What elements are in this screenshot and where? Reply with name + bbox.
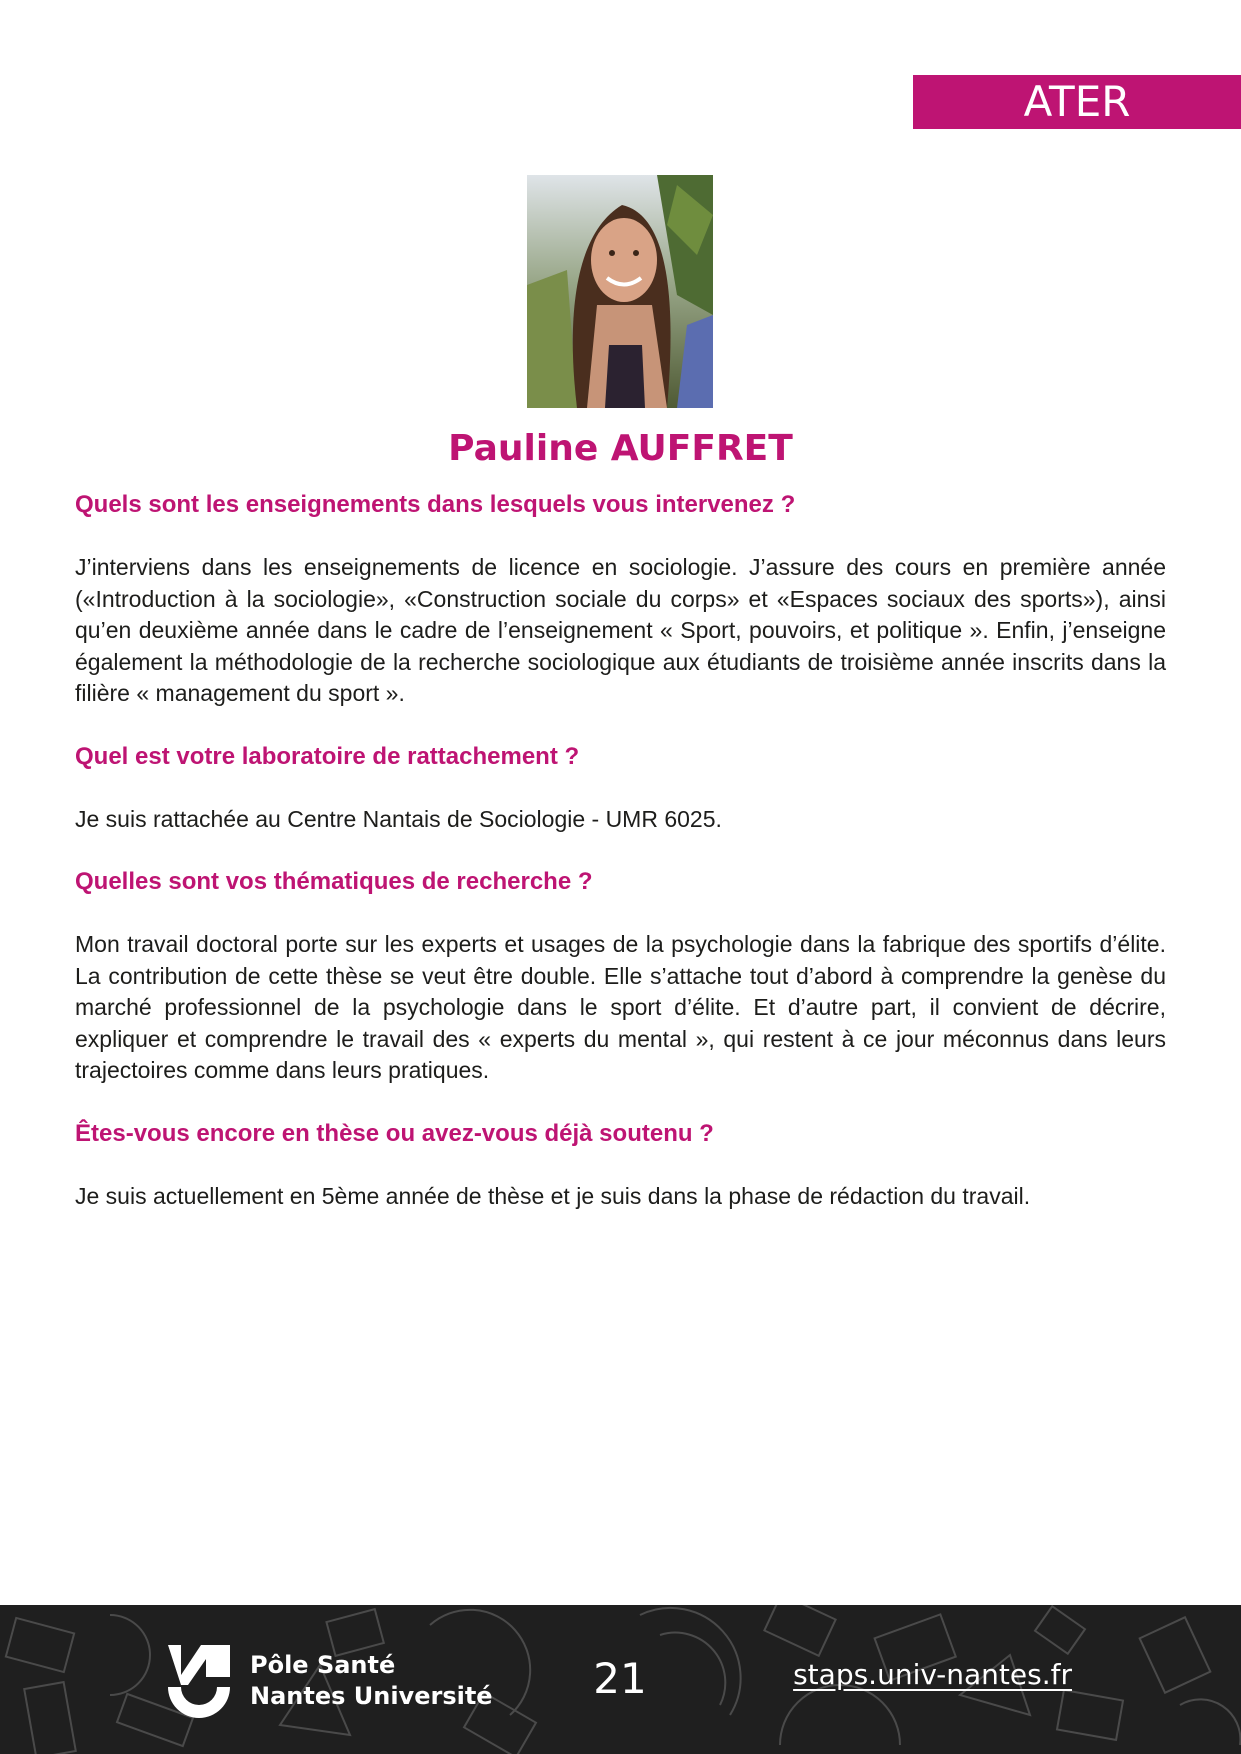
portrait-photo [527,175,713,408]
answer-4: Je suis actuellement en 5ème année de thèse et je suis dans la phase de rédaction du travail. [75,1182,1031,1209]
logo-line-2: Nantes Université [250,1682,493,1710]
answer-3: Mon travail doctoral porte sur les experts et usages de la psychologie dans la fabrique des sportifs d’élite. La contribution de cette thèse se veut être double. Elle s’attache tout d’abord à comprendre la genèse du marché professionnel de la psychologie dans le sport d’élite. Et d’autre part, il convient de décrire, expliquer et comprendre le travail des « experts du mental », qui restent à ce jour méconnus dans leurs trajectoires comme dans leurs pratiques. [75,931,1166,1083]
page-number: 21 [593,1654,647,1703]
question-3: Quelles sont vos thématiques de recherche ? [75,868,593,895]
person-name: Pauline AUFFRET [448,428,793,469]
website-link[interactable]: staps.univ-nantes.fr [793,1658,1072,1691]
section-tag: ATER [913,75,1241,129]
nantes-universite-logo-icon [168,1645,230,1719]
interview-content [75,489,1166,1243]
question-4: Êtes-vous encore en thèse ou avez-vous déjà soutenu ? [75,1119,714,1147]
question-2: Quel est votre laboratoire de rattachement ? [75,742,580,770]
answer-2: Je suis rattachée au Centre Nantais de Sociologie - UMR 6025. [75,805,722,832]
page-footer [0,1605,1241,1754]
answer-1: J’interviens dans les enseignements de licence en sociologie. J’assure des cours en première année («Introduction à la sociologie», «Construction sociale du corps» et «Espaces sociaux des sports»), ainsi qu’en deuxième année dans le cadre de l’enseignement « Sport, pouvoirs, et politique ». Enfin, j’enseigne également la méthodologie de la recherche sociologique aux étudiants de troisième année inscrits dans la filière « management du sport ». [75,554,1166,706]
logo-line-1: Pôle Santé [250,1651,396,1679]
question-1: Quels sont les enseignements dans lesquels vous intervenez ? [75,491,796,518]
footer-logo-text [250,1650,493,1712]
